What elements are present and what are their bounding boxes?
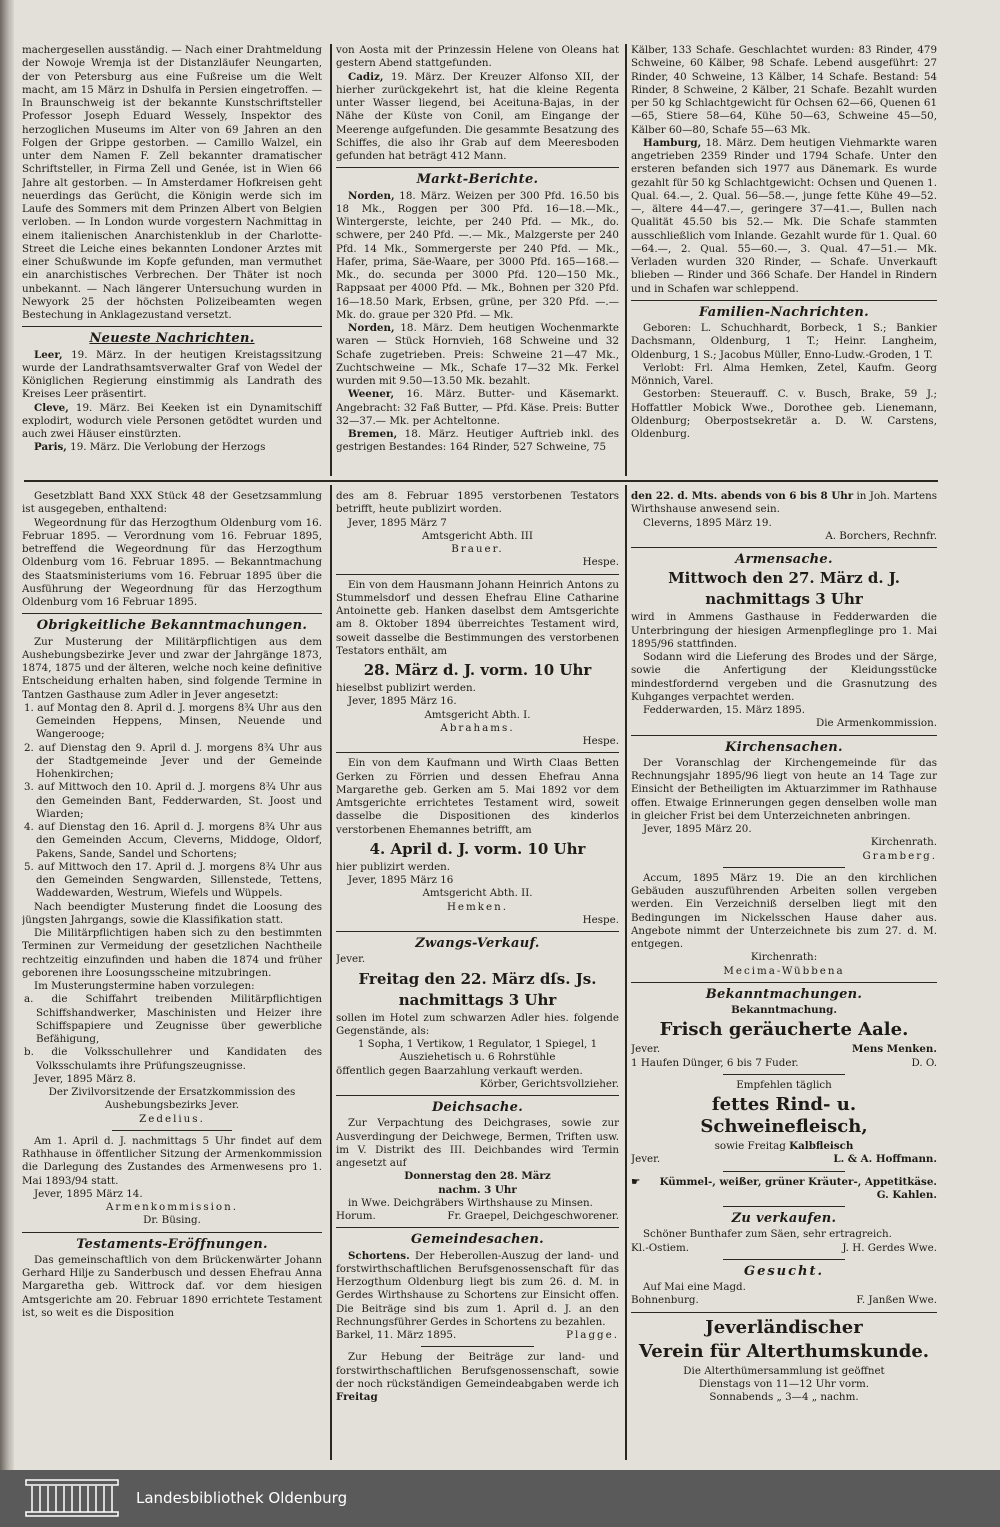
notice-signature: Zedelius. <box>139 1112 205 1125</box>
clerk-name: Hespe. <box>582 735 619 747</box>
clerk-name: Hespe. <box>582 913 619 926</box>
forced-sale-text: sollen im Hotel zum schwarzen Adler hies. folgende Gegenstände, als: <box>336 1011 619 1037</box>
opening-hours: Sonnabends „ 3—4 „ nachm. <box>709 1391 859 1403</box>
muster-paragraph: Nach beendigter Musterung findet die Loosung des jüngsten Jahrgangs, sowie die Klassifikation statt. <box>22 900 322 926</box>
notice-date: Fedderwarden, 15. März 1895. <box>643 704 806 716</box>
notice-date: Jever, 1895 März 20. <box>643 823 752 835</box>
news-paragraph: machergesellen ausständig. — Nach einer Drahtmeldung der Nowoje Wremja ist der Distanzläufer Neungarten, der von Petersburg aus eine Fußreise um die Welt macht, am 15 März in Dshulfa in Persien eingetroffen. — In Braunschweig ist der bekannte Kunstschriftsteller Professor Joseph Eduard Wessely, Inspektor des herzoglichen Museums im Alter von 69 Jahren an den Folgen der Grippe gestorben. — Camillo Walzel, ein unter dem Namen F. Zell bekannter dramatischer Schriftsteller, in Firma Zell und Genée, ist in Wien 66 Jahre alt gestorben. — In Amsterdamer Hofkreisen geht neuerdings das Gerücht, die Königin werde sich im Laufe des Sommers mit dem Prinzen Albert von Belgien verloben. — In London wurde vorgestern Nachmittag in einem italienischen Anarchistenklub in der Charlotte-Street die Leiche eines bekannten Londoner Arztes mit einer Schußwunde im Kopfe gefunden, man vermuthet ein anarchistisches Verbrechen. Der Thäter ist noch unbekannt. — Nach längerer Untersuchung wurden in Newyork 25 der höchsten Polizeibeamten wegen Bestechung in Anklagezustand versetzt. <box>22 44 322 321</box>
library-name: Landesbibliothek Oldenburg <box>136 1489 348 1507</box>
news-item: Cadiz, 19. März. Der Kreuzer Alfonso XII, der hierher zurückgekehrt ist, hat die kleine Regenta unter Wasser liegend, bei Aceituna-Bajas, in der Nähe der Küste von Conil, am Eingange der Meerenge aufgefunden. Die gesammte Besatzung des Schiffes, die also ihr Grab auf dem Meeresboden gefunden hat beträgt 412 Mann. <box>336 70 619 162</box>
news-item: Leer, 19. März. In der heutigen Kreistagssitzung wurde der Landrathsamtsverwalter Graf von Wedel der Königlichen Regierung einstimmig als Landrath des Kreises Leer präsentirt. <box>22 348 322 401</box>
cheese-ad-row <box>631 1176 937 1189</box>
notice-date: Jever, 1895 März 16 <box>348 874 454 886</box>
meat-ad-extra: sowie Freitag Kalbfleisch <box>714 1140 854 1152</box>
notice-signatory: Kirchenrath. <box>870 836 937 849</box>
column-divider <box>330 485 332 1460</box>
court-name: Amtsgericht Abth. I. <box>424 708 531 721</box>
testament-notice: Ein von dem Hausmann Johann Heinrich Antons zu Stummelsdorf und dessen Ehefrau Eline Catharine Antoinette geb. Hanken daselbst dem Amtsgerichte am 8. Oktober 1894 überreichtes Testament wird, soweit dasselbe die Bestimmungen des verstorbenen Testators enthält, am <box>336 578 619 657</box>
for-sale-text: Schöner Bunthafer zum Säen, sehr ertragreich. <box>643 1228 892 1241</box>
testament-notice: des am 8. Februar 1895 verstorbenen Testators betrifft, heute publizirt worden. <box>336 490 619 516</box>
eel-ad-signature-row <box>631 1043 937 1056</box>
family-item: Geboren: L. Schuchhardt, Borbeck, 1 S.; Bankier Dachsmann, Oldenburg, 1 T.; Heinr. Langheim, Oldenburg, 1 S.; Jacobus Müller, Enno-Ludw.-Groden, 1 T. <box>631 322 937 361</box>
ad-signature: Mens Menken. <box>851 1043 937 1056</box>
smoked-eel-ad: Frisch geräucherte Aale. <box>659 1019 909 1041</box>
column-1-top <box>22 44 322 476</box>
dike-notice: Zur Verpachtung des Deichgrases, sowie zur Ausverdingung der Deichwege, Bermen, Triften usw. im V. Distrikt des III. Deichbandes wird Termin angesetzt auf <box>336 1117 619 1169</box>
notice-signatory: Armenkommission. <box>105 1201 239 1213</box>
for-sale-signature-row <box>631 1242 937 1255</box>
market-item: Hamburg, 18. März. Dem heutigen Viehmarkte waren angetrieben 2359 Rinder und 1794 Schafe. Unter den ersteren befanden sich 1977 aus Dänemark. Es wurde gezahlt für 50 kg Schlachtgewicht: Ochsen und Quenen 1. Qual. 64.—, 2. Qual. 56—58.—, junge fette Kühe 49—52.—, ältere 44—47.—, geringere 37—41.—, Bullen nach Qualität 45.50 bis 52.— Mk. Die Schafe stammten ausschließlich vom Inlande. Gezahlt wurde für 1. Qual. 60—64.—, 2. Qual. 55—60.—, 3. Qual. 47—51.— Mk. Verladen wurden 320 Rinder, — Schafe. Unverkauft blieben — Rinder und 366 Schafe. Der Handel in Rindern und in Schafen war schleppend. <box>631 136 937 295</box>
dike-signature: Fr. Graepel, Deichgeschworener. <box>447 1210 619 1222</box>
testament-date-headline: 28. März d. J. vorm. 10 Uhr <box>363 661 592 679</box>
testament-date-headline: 4. April d. J. vorm. 10 Uhr <box>369 839 586 858</box>
column-2-bottom <box>336 490 619 1460</box>
church-notice: Accum, 1895 März 19. Die an den kirchlichen Gebäuden auszuführenden Arbeiten sollen vergeben werden. Ein Verzeichniß derselben liegt mit den Bedingungen im Nickelsschen Hause daher aus. Angebote nimmt der Unterzeichnete bis zum 27. d. M. entgegen. <box>631 871 937 950</box>
muster-date-item: 3. auf Mittwoch den 10. April d. J. morgens 8¾ Uhr aus den Gemeinden Bant, Fedderwarden, St. Joost und Wiarden; <box>24 781 322 820</box>
ad-signature: D. O. <box>911 1056 937 1069</box>
community-signature: Plagge. <box>566 1329 619 1341</box>
meat-ad-headline: fettes Rind- u. Schweinefleisch, <box>700 1094 868 1137</box>
notice-signature: Mecima-Wübbena <box>723 964 845 977</box>
ad-signature: F. Janßen Wwe. <box>856 1294 937 1307</box>
poor-matter-date: Mittwoch den 27. März d. J. <box>668 569 900 588</box>
notice-signatory: Kirchenrath: <box>750 951 818 964</box>
market-item: Norden, 18. März. Dem heutigen Wochenmarkte waren — Stück Hornvieh, 168 Schweine und 32 Schafe zugetrieben. Preis: Schweine 21—47 Mk., Zuchtschweine — Mk., Schafe 17—32 Mk. Ferkel wurden mit 9.50—13.50 Mk. bezahlt. <box>336 322 619 387</box>
section-heading-dike-matter: Deichsache. <box>431 1100 524 1115</box>
column-divider <box>625 44 627 476</box>
family-item: Verlobt: Frl. Alma Hemken, Zetel, Kaufm. Georg Mönnich, Varel. <box>631 361 937 387</box>
community-signature-row <box>336 1329 619 1342</box>
society-text: Die Alterthümersammlung ist geöffnet <box>683 1364 885 1377</box>
poor-matter-text: Sodann wird die Lieferung des Brodes und der Särge, sowie die Anfertigung der Kleidungsstücke mindestfordernd vergeben und die Grasnutzung des Kuhganges verpachtet werden. <box>631 651 937 703</box>
forced-sale-text: öffentlich gegen Baarzahlung verkauft werden. <box>336 1064 583 1077</box>
column-3-top <box>631 44 937 476</box>
poor-matter-time: nachmittags 3 Uhr <box>705 590 863 609</box>
muster-date-item: 2. auf Dienstag den 9. April d. J. morgens 8¾ Uhr aus der Stadtgemeinde Jever und der Gemeinde Hohenkirchen; <box>24 741 322 780</box>
column-1-bottom <box>22 490 322 1460</box>
court-name: Amtsgericht Abth. III <box>422 529 533 542</box>
court-name: Amtsgericht Abth. II. <box>422 887 533 900</box>
forced-sale-items: 1 Sopha, 1 Vertikow, 1 Regulator, 1 Spiegel, 1 Ausziehetisch u. 6 Rohrstühle <box>357 1038 598 1064</box>
dike-place: Horum. <box>336 1210 376 1222</box>
notice-signature: Die Armenkommission. <box>816 717 937 730</box>
clerk-name: Hespe. <box>582 556 619 569</box>
section-heading-poor-matter: Armensache. <box>735 552 833 567</box>
section-heading-announcements: Bekanntmachungen. <box>705 986 863 1002</box>
judge-name: Brauer. <box>451 543 504 555</box>
ad-signature: L. & A. Hoffmann. <box>833 1153 937 1166</box>
poor-commission-notice: Am 1. April d. J. nachmittags 5 Uhr findet auf dem Rathhause in öffentlicher Sitzung der Armenkommission die Darlegung des Zustandes des Armenwesens pro 1. Mai 1893/94 statt. <box>22 1134 322 1187</box>
section-heading-for-sale: Zu verkaufen. <box>731 1211 837 1226</box>
opening-hours: Dienstags von 11—12 Uhr vorm. <box>698 1377 870 1390</box>
column-3-bottom <box>631 490 937 1460</box>
dike-date: Donnerstag den 28. März <box>404 1170 551 1183</box>
testament-notice: Ein von dem Kaufmann und Wirth Claas Betten Gerken zu Förrien und dessen Ehefrau Anna Margarethe geb. Gerken am 5. Mai 1892 vor dem Amtsgerichte errichtetes Testament wird, soweit dasselbe die Dispositionen des kinderlos verstorbenen Ehemannes betrifft, am <box>336 757 619 836</box>
notice-signature: A. Borchers, Rechnfr. <box>825 529 937 542</box>
judge-name: Abrahams. <box>440 721 515 734</box>
testament-notice-end: hieselbst publizirt werden. <box>336 682 476 694</box>
dike-time: nachm. 3 Uhr <box>438 1183 517 1196</box>
ad-place: Jever. <box>631 1043 661 1056</box>
news-paragraph: von Aosta mit der Prinzessin Helene von Oleans hat gestern Abend stattgefunden. <box>336 44 619 70</box>
column-divider <box>330 44 332 476</box>
section-heading-church-matters: Kirchensachen. <box>725 739 843 755</box>
notice-date: Jever, 1895 März 7 <box>348 516 447 529</box>
pointing-hand-icon: ☛ <box>631 1175 641 1188</box>
market-item: Weener, 16. März. Butter- und Käsemarkt. Angebracht: 32 Faß Butter, — Pfd. Käse. Preis: Butter 32—37.— Mk. per Achteltonne. <box>336 388 619 427</box>
page-edge <box>0 0 14 1470</box>
community-notice: Zur Hebung der Beiträge zur land- und forstwirthschaftlichen Berufsgenossenschaft, sowie der noch rückständigen Gemeindeabgaben werde ich Freitag <box>336 1351 619 1403</box>
section-heading-market-reports: Markt-Berichte. <box>416 172 539 188</box>
forced-sale-time: nachmittags 3 Uhr <box>398 990 557 1009</box>
section-heading-latest-news: Neueste Nachrichten. <box>89 331 255 347</box>
cheese-ad: Kümmel-, weißer, grüner Kräuter-, Appetitkäse. <box>659 1175 937 1188</box>
community-date: Barkel, 11. März 1895. <box>336 1329 457 1341</box>
muster-date-item: 5. auf Mittwoch den 17. April d. J. morgens 8¾ Uhr aus den Gemeinden Sengwarden, Sillenstede, Tettens, Waddewarden, Westrum, Wiefels und Wüppels. <box>24 860 322 900</box>
notice-date: Jever, 1895 März 16. <box>348 695 457 708</box>
community-notice: Schortens. Der Heberollen-Auszug der land- und forstwirthschaftlichen Berufsgenossenschaft für das Herzogthum Oldenburg liegt bis zum 26. d. M. in Gerdes Wirthshause zu Schortens zur Einsicht offen. Die Beiträge sind bis zum 1. April d. J. an den Rechnungsführer Gerdes in Schortens zu bezahlen. <box>336 1249 619 1328</box>
news-item: Paris, 19. März. Die Verlobung der Herzogs <box>34 441 266 454</box>
bailiff-signature: Körber, Gerichtsvollzieher. <box>479 1077 619 1090</box>
muster-paragraph: Die Militärpflichtigen haben sich zu den bestimmten Terminen zur Vermeidung der gesetzlichen Nachtheile rechtzeitig einzufinden und haben die 1874 und früher geborenen ihre Loosungsscheine mitzubringen. <box>22 927 322 979</box>
ad-place: Jever. <box>631 1153 661 1166</box>
library-building-icon <box>24 1478 120 1518</box>
market-item: Norden, 18. März. Weizen per 300 Pfd. 16.50 bis 18 Mk., Roggen per 300 Pfd. 16—18.—Mk., Wintergerste, leichte, per 240 Pfd. — Mk., do. schwere, per 240 Pfd. —.— Mk., Malzgerste per 240 Pfd. 14 Mk., Sommergerste per 240 Pfd. — Mk., Hafer, prima, Säe-Waare, per 3000 Pfd. 165—168.— Mk., do. secunda per 3000 Pfd. 120—150 Mk., Rappsaat per 4000 Pfd. — Mk., Bohnen per 320 Pfd. 16—18.50 Mark, Erbsen, grüne, per 320 Pfd. —.— Mk. do. graue per 320 Pfd. — Mk. <box>336 189 619 321</box>
market-paragraph: Kälber, 133 Schafe. Geschlachtet wurden: 83 Rinder, 479 Schweine, 60 Kälber, 98 Schafe. Lebend ausgeführt: 27 Rinder, 40 Schweine, 13 Kälber, 14 Schafe. Bestand: 54 Rinder, 8 Schweine, 2 Kälber, 21 Schafe. Bezahlt wurden per 50 kg Schlachtgewicht für Ochsen 62—66, Quenen 61—65, Stiere 58—64, Kühe 50—63, Schweine 45—50, Kälber 60—80, Schafe 55—63 Mk. <box>631 44 937 136</box>
dike-location: in Wwe. Deichgräbers Wirthshause zu Minsen. <box>348 1196 593 1209</box>
collection-notice: den 22. d. Mts. abends von 6 bis 8 Uhr in Joh. Martens Wirthshause anwesend sein. <box>631 490 937 516</box>
library-footer-bar <box>0 1470 1000 1527</box>
manure-ad-row <box>631 1057 937 1070</box>
market-item: Bremen, 18. März. Heutiger Auftrieb inkl. des gestrigen Bestandes: 164 Rinder, 527 Schweine, 75 <box>336 428 619 454</box>
muster-intro: Zur Musterung der Militärpflichtigen aus dem Aushebungsbezirke Jever und zwar der Jahrgänge 1873, 1874, 1875 und der älteren, welche noch keine definitive Entscheidung erhalten haben, sind folgende Termine in Tantzen Gasthause zum Adler in Jever angesetzt: <box>22 635 322 701</box>
notice-date: Jever, 1895 März 8. <box>34 1072 137 1085</box>
section-heading-forced-sale: Zwangs-Verkauf. <box>415 936 540 951</box>
dike-signature-row <box>336 1210 619 1223</box>
ad-place: Kl.-Ostiem. <box>631 1241 690 1254</box>
ad-signature: J. H. Gerdes Wwe. <box>842 1241 937 1254</box>
forced-sale-place: Jever. <box>336 953 366 966</box>
section-heading-wanted: Gesucht. <box>743 1263 825 1279</box>
column-2-top <box>336 44 619 476</box>
law-gazette-intro: Gesetzblatt Band XXX Stück 48 der Gesetzsammlung ist ausgegeben, enthaltend: <box>22 490 322 516</box>
notice-signature: Gramberg. <box>862 849 937 862</box>
testament-notice: Das gemeinschaftlich von dem Brückenwärter Johann Gerhard Hilje zu Sanderbusch und dessen Ehefrau Anna Margaretha geb. Wittrock daf. vor dem hiesigen Amtsgerichte am 20. Februar 1890 errichtete Testament ist, so weit es die Disposition <box>22 1253 322 1319</box>
muster-requirement: b. die Volksschullehrer und Kandidaten des Volksschulamts ihre Prüfungszeugnisse. <box>24 1046 322 1072</box>
wanted-signature-row <box>631 1294 937 1307</box>
law-gazette-contents: Wegeordnung für das Herzogthum Oldenburg vom 16. Februar 1895. — Verordnung vom 16. Februar 1895, betreffend die Wegeordnung für das Herzogthum Oldenburg vom 16. Februar 1895. — Bekanntmachung des Staatsministeriums vom 16. Februar 1895 über die Ausführung der Wegeordnung für das Herzogthum Oldenburg vom 16 Februar 1895. <box>22 516 322 608</box>
section-divider <box>24 480 938 482</box>
family-item: Gestorben: Steuerauff. C. v. Busch, Brake, 59 J.; Hoffattler Mobick Wwe., Dorothee geb. Lienemann, Oldenburg; Oberpostsekretär a. D. W. Carstens, Oldenburg. <box>631 388 937 440</box>
muster-date-item: 4. auf Dienstag den 16. April d. J. morgens 8¾ Uhr aus den Gemeinden Accum, Cleverns, Middoge, Oldorf, Pakens, Sande, Sandel und Schortens; <box>24 821 322 860</box>
column-divider <box>625 485 627 1460</box>
wanted-text: Auf Mai eine Magd. <box>643 1281 746 1293</box>
notice-date: Jever, 1895 März 14. <box>34 1187 143 1200</box>
ad-place: Bohnenburg. <box>631 1294 699 1307</box>
notice-signature: Dr. Büsing. <box>143 1214 201 1227</box>
society-name-line-2: Verein für Alterthumskunde. <box>638 1340 930 1362</box>
muster-requirement: a. die Schiffahrt treibenden Militärpflichtigen Schiffshandwerker, Maschinisten und Heizer ihre Schiffspapiere und Zeugnisse über gewerbliche Befähigung, <box>24 993 322 1045</box>
muster-paragraph: Im Musterungstermine haben vorzulegen: <box>34 980 255 992</box>
news-item: Cleve, 19. März. Bei Keeken ist ein Dynamitschiff explodirt, wodurch viele Personen getödtet wurden und auch zwei Häuser einstürzten. <box>22 401 322 440</box>
church-notice: Der Voranschlag der Kirchengemeinde für das Rechnungsjahr 1895/96 liegt von heute an 14 Tage zur Einsicht der Betheiligten im Aktuarzimmer im Rathhause offen. Etwaige Erinnerungen gegen denselben wolle man in gleicher Frist bei dem Unterzeichneten anbringen. <box>631 756 937 822</box>
section-heading-official-notices: Obrigkeitliche Bekanntmachungen. <box>36 618 308 634</box>
testament-notice-end: hier publizirt werden. <box>336 860 451 873</box>
notice-signatory: Der Zivilvorsitzende der Ersatzkommission des Aushebungsbezirks Jever. <box>48 1086 296 1112</box>
section-heading-testament-openings: Testaments-Eröffnungen. <box>76 1236 268 1252</box>
meat-ad-signature-row <box>631 1153 937 1166</box>
forced-sale-date: Freitag den 22. März dſs. Js. <box>358 969 597 988</box>
section-heading-family-news: Familien-Nachrichten. <box>698 304 869 320</box>
announcement-subheading: Bekanntmachung. <box>731 1004 837 1016</box>
muster-date-item: 1. auf Montag den 8. April d. J. morgens 8¾ Uhr aus den Gemeinden Heppens, Minsen, Neuende und Wangerooge; <box>24 701 322 741</box>
notice-date: Cleverns, 1895 März 19. <box>643 516 772 529</box>
manure-ad: 1 Haufen Dünger, 6 bis 7 Fuder. <box>631 1056 799 1069</box>
society-name-line-1: Jeverländischer <box>705 1316 863 1338</box>
ad-signature: G. Kahlen. <box>876 1188 937 1201</box>
section-heading-community-matters: Gemeindesachen. <box>410 1232 544 1248</box>
judge-name: Hemken. <box>446 900 509 913</box>
poor-matter-text: wird in Ammens Gasthause in Fedderwarden die Unterbringung der hiesigen Armenpfleglinge pro 1. Mai 1895/96 stattfinden. <box>631 611 937 650</box>
meat-ad-intro: Empfehlen täglich <box>736 1078 832 1091</box>
